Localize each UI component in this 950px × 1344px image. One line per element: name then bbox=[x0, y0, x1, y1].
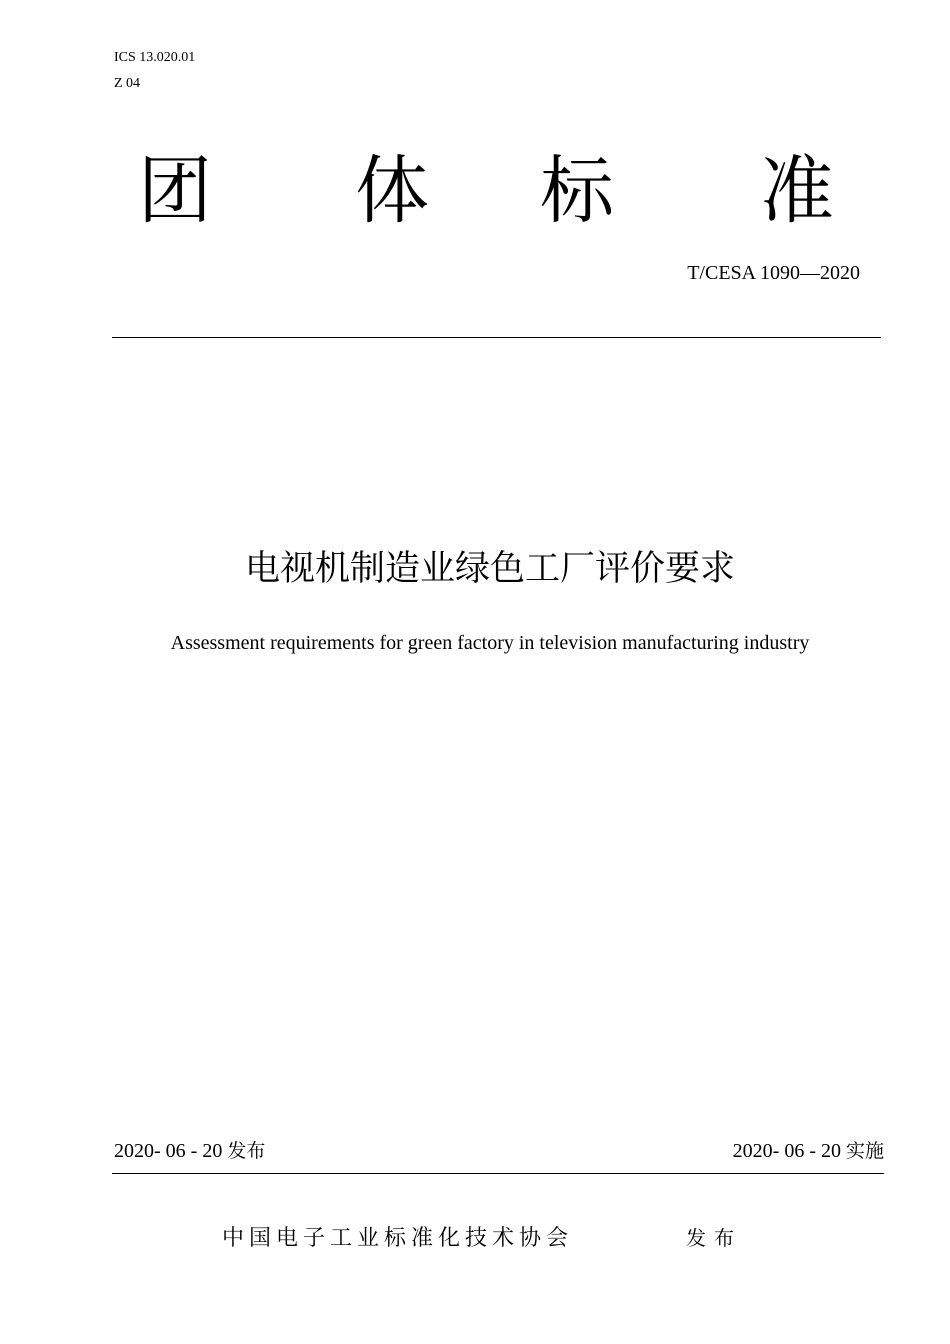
header-divider bbox=[112, 337, 881, 338]
standard-type-char: 体 bbox=[355, 148, 429, 234]
title-chinese: 电视机制造业绿色工厂评价要求 bbox=[244, 549, 735, 589]
ccs-code: Z 04 bbox=[114, 76, 141, 91]
issuer-action: 发布 bbox=[686, 1226, 742, 1250]
footer-divider bbox=[112, 1173, 884, 1174]
ics-code: ICS 13.020.01 bbox=[114, 50, 196, 65]
standard-number: T/CESA 1090—2020 bbox=[687, 262, 860, 284]
issue-date bbox=[114, 1138, 265, 1164]
issue-date-label: 发布 bbox=[227, 1140, 266, 1162]
issuer-name: 中国电子工业标准化技术协会 bbox=[222, 1226, 574, 1251]
issue-date-value: 2020- 06 - 20 bbox=[114, 1140, 223, 1162]
standard-type-char: 团 bbox=[138, 148, 212, 234]
title-english: Assessment requirements for green factory in television manufacturing industry bbox=[170, 632, 810, 654]
implementation-date-value: 2020- 06 - 20 bbox=[732, 1140, 841, 1162]
standard-type-char: 标 bbox=[540, 148, 614, 234]
implementation-date-label: 实施 bbox=[845, 1140, 884, 1162]
standard-type-char: 准 bbox=[760, 148, 834, 234]
implementation-date bbox=[733, 1138, 884, 1164]
